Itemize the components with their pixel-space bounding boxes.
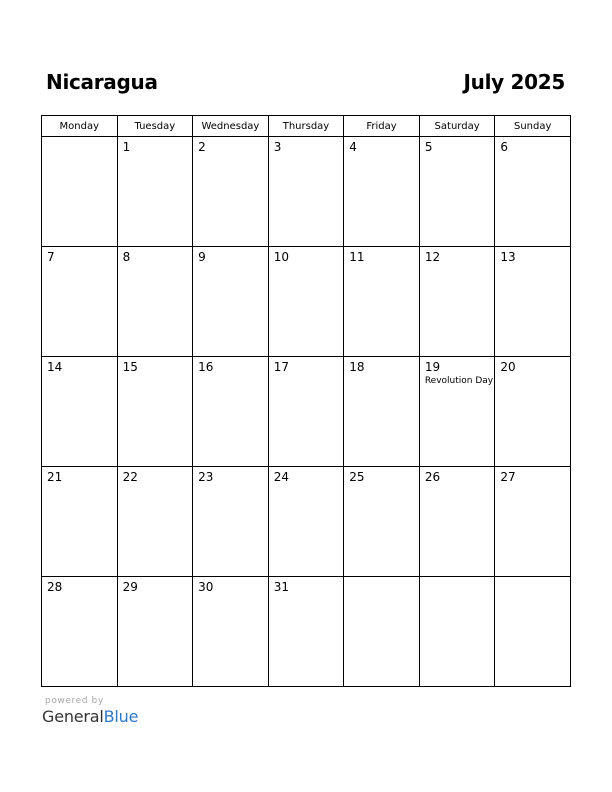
calendar-grid: [41, 115, 571, 687]
day-number: 15: [122, 360, 138, 374]
weekday-header-saturday: Saturday: [419, 116, 495, 137]
day-number: 31: [273, 580, 289, 594]
day-cell: [117, 467, 193, 577]
day-number: 23: [198, 470, 214, 484]
day-cell: [117, 577, 193, 687]
day-cell: [268, 467, 344, 577]
day-cell: [344, 467, 420, 577]
logo-text-blue: Blue: [103, 707, 139, 726]
day-number: 7: [47, 250, 55, 264]
day-number: 27: [500, 470, 516, 484]
day-cell: [42, 577, 118, 687]
day-number: 3: [273, 140, 282, 154]
day-cell: [117, 357, 193, 467]
day-number: 8: [122, 250, 131, 264]
day-number: 11: [349, 250, 365, 264]
day-number: 29: [122, 580, 138, 594]
weekday-header-monday: Monday: [42, 116, 118, 137]
day-cell: [344, 137, 420, 247]
generalblue-branding: [42, 696, 138, 726]
day-number: 1: [122, 140, 131, 154]
day-number: 20: [500, 360, 516, 374]
generalblue-logo: [42, 707, 138, 726]
day-cell: [193, 577, 269, 687]
week-row-5: [42, 577, 571, 687]
weekday-header-wednesday: Wednesday: [193, 116, 269, 137]
day-cell: [268, 247, 344, 357]
day-number: 6: [500, 140, 509, 154]
day-cell: [419, 577, 495, 687]
day-number: 17: [273, 360, 289, 374]
day-cell: [42, 247, 118, 357]
day-cell: [268, 137, 344, 247]
day-cell: [344, 577, 420, 687]
day-number: 14: [47, 360, 63, 374]
day-cell: [495, 137, 571, 247]
day-number: 16: [198, 360, 214, 374]
day-number: 18: [349, 360, 365, 374]
day-number: 2: [198, 140, 206, 154]
logo-text-general: General: [42, 707, 104, 726]
day-number: 13: [500, 250, 516, 264]
day-cell: [419, 247, 495, 357]
day-cell: [117, 137, 193, 247]
day-number: 28: [47, 580, 63, 594]
weekday-header-thursday: Thursday: [268, 116, 344, 137]
day-cell: [193, 137, 269, 247]
week-row-4: [42, 467, 571, 577]
day-number: 5: [424, 140, 433, 154]
day-cell: [42, 357, 118, 467]
day-cell: [268, 577, 344, 687]
week-row-2: [42, 247, 571, 357]
week-row-1: [42, 137, 571, 247]
month-title: July 2025: [463, 70, 565, 94]
weekday-header-row: [42, 116, 571, 137]
day-number: 25: [349, 470, 365, 484]
day-number: 4: [349, 140, 357, 154]
country-title: Nicaragua: [46, 70, 158, 94]
day-number: 22: [122, 470, 138, 484]
day-number: 9: [198, 250, 206, 264]
day-number: 26: [424, 470, 441, 484]
day-number: 21: [47, 470, 63, 484]
day-number: 12: [424, 250, 441, 264]
day-cell: [193, 467, 269, 577]
day-number: 10: [273, 250, 289, 264]
day-cell: [495, 357, 571, 467]
holiday-label: Revolution Day: [424, 376, 494, 386]
day-cell: [495, 247, 571, 357]
day-cell: [193, 247, 269, 357]
day-cell: [419, 467, 495, 577]
day-cell: [419, 357, 495, 467]
day-cell: [268, 357, 344, 467]
day-cell: [344, 357, 420, 467]
weekday-header-tuesday: Tuesday: [117, 116, 193, 137]
day-cell: [42, 467, 118, 577]
day-number: 19: [424, 360, 441, 374]
day-cell: [495, 467, 571, 577]
week-row-3: [42, 357, 571, 467]
weekday-header-sunday: Sunday: [495, 116, 571, 137]
day-number: 30: [198, 580, 214, 594]
day-cell: [193, 357, 269, 467]
day-cell: [117, 247, 193, 357]
day-number: 24: [273, 470, 289, 484]
day-cell: [495, 577, 571, 687]
powered-by-text: powered by: [45, 696, 104, 706]
day-cell: [344, 247, 420, 357]
day-cell: [419, 137, 495, 247]
day-cell: [42, 137, 118, 247]
weekday-header-friday: Friday: [344, 116, 420, 137]
